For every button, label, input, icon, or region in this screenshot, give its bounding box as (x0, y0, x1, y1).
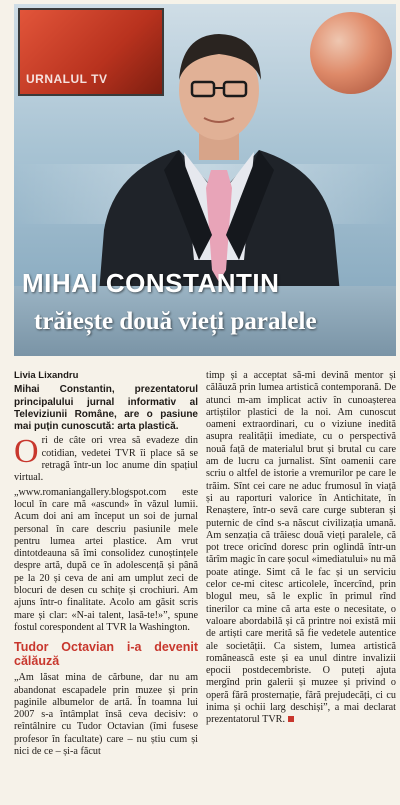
article-column-left (14, 370, 198, 760)
drop-cap: O (14, 433, 39, 471)
article-paragraph-4 (206, 370, 396, 727)
paragraph-1-text: ri de câte ori vrea să evadeze din cotidian, vedetei TVR îi place să se retragă într-un loc anume din spațiul virtual. (14, 435, 198, 484)
article-paragraph-3: „Am lăsat mina de cărbune, dar nu am abandonat escapadele prin muzee și prin paginile albumelor de artă. În toamna lui 2007 s-a întâmplat însă ceva decisiv: o reîntâlnire cu Tudor Octavian (îmi fusese profesor în facultate) care – nu știu cum și nici de ce – și-a făcut (14, 672, 198, 758)
anchor-photo (14, 4, 396, 356)
end-of-article-mark (288, 716, 294, 722)
headline-subtitle: trăiește două vieți paralele (34, 308, 317, 335)
paragraph-4-text: timp și a acceptat să-mi devină mentor și călăuză prin lumea artistică contemporană. De atunci m-am implicat activ în cunoașterea artiștilor plastici de la noi. Am cunoscut oameni extraordinari, cu o viziune inedită asupra realității imediate, cu o perspectivă nouă față de materialul brut și brutal cu care am de lucru ca jurnalist. Sînt oamenii care scriu o altfel de istorie a vremurilor pe care le trăim. Sînt cei care ne aduc frumosul în viață și au raporturi valorice în Antichitate, în Renaștere, într-o sevă care curge subteran și puternic de cînd s-a născut civilizația umană. Am senzația că trăiesc două vieți paralele, că pot trece oricînd doresc prin oglindă într-un tărîm magic în care șocul «imediatului» nu mă poate atinge. Simt că le fac și un serviciu celor ce-mi citesc articolele, încercînd, prin blogul meu, să le explic în primul rînd tinerilor ca mine că arta este o necesitate, o valoare abordabilă și că printre noi există mii de artiști care merită să fie vedetele autentice ale societății. Ca sistem, lumea artistică românească este și ea unul dintre invalizii epocii postdecembriste. O puteți ajuta mergînd prin galerii și muzee și privind o operă fără prosternație, fără prejudecăți, ci cu inima și ochii larg deschiși”, a mai declarat prezentatorul TVR. (206, 370, 396, 726)
article-lead: Mihai Constantin, prezentatorul principalului jurnal informativ al Televiziunii Române, are o pasiune mai puțin cunoscută: arta plastică. (14, 384, 198, 433)
article-paragraph-2: „www.romaniangallery.blogspot.com este locul în care mă «ascund» în văzul lumii. Acum doi ani am început un soi de jurnal personal în care descriu pasiunile mele pentru lumea artei plastice. Am vrut dintotdeauna să îmi consolidez cunoștințele despre artă, după ce în adolescență și până pe la 20 și ceva de ani am umplut zeci de blocuri de desen cu schițe și crochiuri. Am ajuns într-o finalitate. Acolo am găsit scris mare și clar: «N-ai talent, lasă-te!»”, spune fostul corespondent al TVR la Washington. (14, 486, 198, 633)
article-column-right (206, 370, 396, 729)
section-subtitle: Tudor Octavian i-a devenit călăuză (14, 640, 198, 669)
author-byline: Livia Lixandru (14, 370, 79, 381)
article-paragraph-1 (14, 435, 198, 484)
monitor-label: URNALUL TV (26, 72, 108, 86)
headline-name: MIHAI CONSTANTIN (22, 268, 280, 298)
